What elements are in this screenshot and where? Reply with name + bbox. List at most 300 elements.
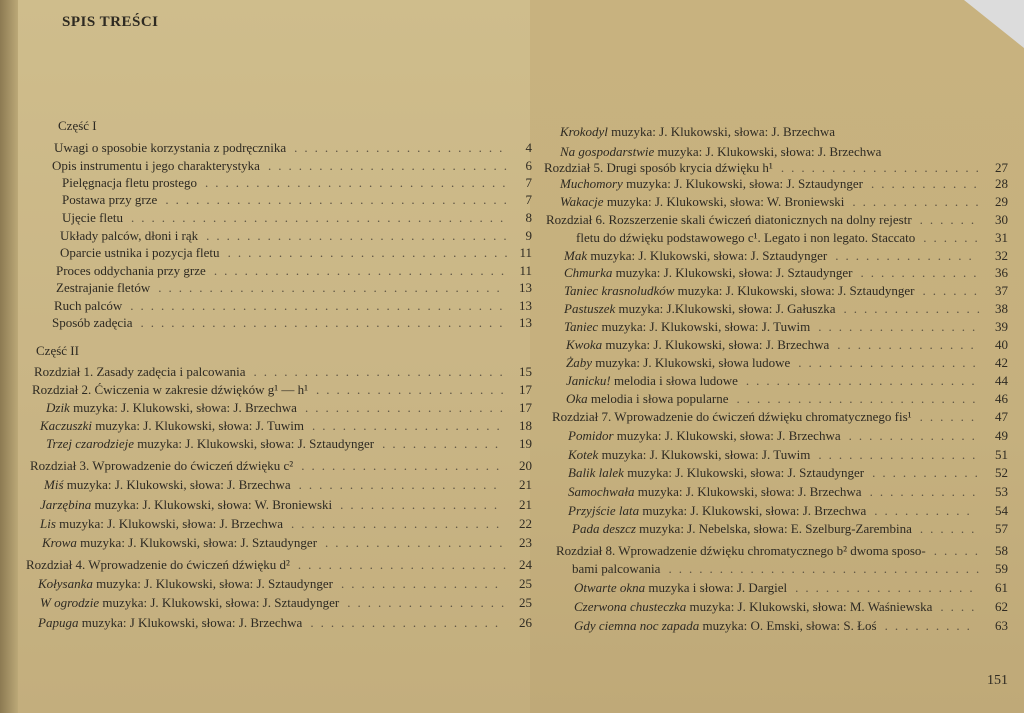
song-title: Samochwała bbox=[568, 484, 635, 499]
entry-text bbox=[564, 248, 827, 263]
left-toc-entry bbox=[60, 245, 220, 261]
entry-description: Rozdział 3. Wprowadzenie do ćwiczeń dźwięku c² bbox=[30, 458, 294, 473]
entry-text bbox=[36, 343, 79, 358]
song-title: Jarzębina bbox=[40, 497, 92, 512]
entry-text bbox=[38, 576, 333, 591]
left-toc-entry bbox=[26, 557, 290, 573]
entry-page-number: 31 bbox=[995, 230, 1008, 245]
entry-description: Układy palców, dłoni i rąk bbox=[60, 228, 199, 243]
entry-page-number: 11 bbox=[519, 263, 532, 278]
dot-leader: ............ bbox=[860, 265, 984, 280]
dot-leader: .................................. bbox=[158, 280, 507, 295]
entry-description: muzyka: J Klukowski, słowa: J. Brzechwa bbox=[78, 615, 303, 630]
right-toc-entry bbox=[574, 580, 787, 596]
entry-description: Uwagi o sposobie korzystania z podręcznika bbox=[54, 140, 287, 155]
entry-description: Ujęcie fletu bbox=[62, 210, 123, 225]
dot-leader: .............. bbox=[837, 337, 981, 352]
song-title: Czerwona chusteczka bbox=[574, 599, 687, 614]
entry-page-number: 21 bbox=[519, 477, 532, 492]
dot-leader: .................. bbox=[325, 535, 510, 550]
dot-leader: ..................... bbox=[291, 516, 507, 531]
entry-description: muzyka: J. Klukowski, słowa: W. Broniewski bbox=[603, 194, 845, 209]
entry-text bbox=[568, 465, 864, 480]
dot-leader: ...... bbox=[919, 521, 982, 536]
song-title: Wakacje bbox=[560, 194, 604, 209]
entry-description: bami palcowania bbox=[572, 561, 661, 576]
entry-page-number: 38 bbox=[995, 301, 1008, 316]
entry-page-number: 13 bbox=[519, 298, 532, 313]
entry-description: Rozdział 6. Rozszerzenie skali ćwiczeń diatonicznych na dolny rejestr bbox=[546, 212, 912, 227]
entry-text bbox=[564, 319, 810, 334]
entry-page-number: 9 bbox=[525, 228, 532, 243]
song-title: Oka bbox=[566, 391, 588, 406]
entry-description: muzyka: J. Klukowski, słowa: J. Sztaudynger bbox=[92, 576, 334, 591]
entry-page-number: 46 bbox=[995, 391, 1008, 406]
left-toc-entry bbox=[54, 298, 122, 314]
song-title: Pada deszcz bbox=[572, 521, 636, 536]
entry-description: muzyka i słowa: J. Dargiel bbox=[645, 580, 788, 595]
right-toc-entry bbox=[566, 373, 738, 389]
entry-description: muzyka: J. Klukowski, słowa: J. Sztaudynger bbox=[99, 595, 340, 610]
left-toc-entry bbox=[52, 315, 133, 331]
song-title: Miś bbox=[44, 477, 64, 492]
dot-leader: ........................ bbox=[267, 158, 514, 173]
entry-description: muzyka: J. Klukowski, słowa: M. Waśniewska bbox=[686, 599, 933, 614]
entry-page-number: 7 bbox=[525, 192, 532, 207]
entry-description: muzyka: O. Emski, słowa: S. Łoś bbox=[699, 618, 877, 633]
entry-description: Zestrajanie fletów bbox=[56, 280, 151, 295]
entry-text bbox=[572, 521, 912, 536]
right-toc-entry bbox=[574, 618, 877, 634]
dot-leader: ...... bbox=[922, 283, 985, 298]
entry-text bbox=[56, 280, 150, 295]
right-toc-entry bbox=[560, 144, 881, 160]
dot-leader: ............. bbox=[848, 428, 982, 443]
entry-text bbox=[574, 618, 877, 633]
page-heading: SPIS TREŚCI bbox=[62, 14, 159, 30]
dot-leader: .................................... bbox=[140, 315, 510, 330]
song-title: Taniec bbox=[564, 319, 599, 334]
entry-text bbox=[568, 447, 810, 462]
left-toc-entry bbox=[40, 418, 304, 434]
right-toc-entry bbox=[546, 212, 912, 228]
entry-page-number: 32 bbox=[995, 248, 1008, 263]
entry-description: muzyka: J. Klukowski, słowa: J. Sztaudynger bbox=[76, 535, 318, 550]
left-toc-entry bbox=[58, 118, 97, 134]
entry-text bbox=[574, 580, 787, 595]
entry-page-number: 40 bbox=[995, 337, 1008, 352]
entry-page-number: 18 bbox=[519, 418, 532, 433]
entry-page-number: 58 bbox=[995, 543, 1008, 558]
dot-leader: .... bbox=[940, 599, 982, 614]
entry-description: fletu do dźwięku podstawowego c¹. Legato i non legato. Staccato bbox=[576, 230, 916, 245]
entry-text bbox=[566, 337, 829, 352]
entry-text bbox=[560, 124, 835, 139]
right-toc-entry bbox=[552, 409, 912, 425]
entry-description: Rozdział 1. Zasady zadęcia i palcowania bbox=[34, 364, 246, 379]
dot-leader: .................. bbox=[798, 355, 983, 370]
entry-text bbox=[568, 484, 862, 499]
entry-text bbox=[46, 436, 374, 451]
dot-leader: ............................. bbox=[213, 263, 512, 278]
left-toc-entry bbox=[56, 280, 150, 296]
dot-leader: ................... bbox=[310, 615, 506, 630]
entry-text bbox=[42, 535, 317, 550]
entry-page-number: 42 bbox=[995, 355, 1008, 370]
entry-description: Rozdział 4. Wprowadzenie do ćwiczeń dźwięku d² bbox=[26, 557, 290, 572]
entry-description: muzyka: J.Klukowski, słowa: J. Gałuszka bbox=[615, 301, 836, 316]
entry-description: muzyka: J. Klukowski, słowa: J. Brzechwa bbox=[613, 428, 841, 443]
entry-text bbox=[38, 615, 302, 630]
left-toc-entry bbox=[36, 343, 79, 359]
left-toc-entry bbox=[38, 576, 333, 592]
dot-leader: ..................... bbox=[294, 140, 510, 155]
entry-page-number: 61 bbox=[995, 580, 1008, 595]
right-toc-entry bbox=[560, 124, 835, 140]
song-title: Na gospodarstwie bbox=[560, 144, 655, 159]
book-gutter bbox=[0, 0, 18, 713]
entry-text bbox=[40, 595, 339, 610]
dot-leader: ................ bbox=[347, 595, 512, 610]
entry-description: Rozdział 5. Drugi sposób krycia dźwięku h¹ bbox=[544, 160, 773, 175]
entry-text bbox=[58, 118, 97, 133]
dot-leader: ....................... bbox=[745, 373, 982, 388]
song-title: Chmurka bbox=[564, 265, 613, 280]
entry-description: Część II bbox=[36, 343, 79, 358]
right-toc-entry bbox=[566, 337, 829, 353]
entry-description: muzyka: J. Klukowski, słowa: J. Brzechwa bbox=[634, 484, 862, 499]
left-toc-entry bbox=[52, 158, 260, 174]
entry-text bbox=[56, 263, 206, 278]
dot-leader: ...... bbox=[919, 212, 982, 227]
entry-description: Ruch palców bbox=[54, 298, 123, 313]
entry-page-number: 39 bbox=[995, 319, 1008, 334]
left-toc-entry bbox=[40, 595, 339, 611]
dot-leader: .................... bbox=[298, 477, 504, 492]
song-title: Pastuszek bbox=[564, 301, 616, 316]
entry-text bbox=[568, 503, 866, 518]
background-corner bbox=[964, 0, 1024, 48]
right-toc-entry bbox=[564, 265, 853, 281]
right-toc-entry bbox=[566, 355, 790, 371]
entry-page-number: 28 bbox=[995, 176, 1008, 191]
left-toc-entry bbox=[44, 477, 291, 493]
entry-text bbox=[60, 245, 220, 260]
left-toc-entry bbox=[62, 175, 197, 191]
left-toc-entry bbox=[62, 210, 123, 226]
song-title: Taniec krasnoludków bbox=[564, 283, 675, 298]
entry-text bbox=[52, 315, 133, 330]
entry-text bbox=[60, 228, 198, 243]
entry-text bbox=[560, 194, 844, 209]
entry-description: muzyka: J. Klukowski, słowa: J. Brzechwa bbox=[63, 477, 291, 492]
entry-description: Oparcie ustnika i pozycja fletu bbox=[60, 245, 220, 260]
entry-page-number: 19 bbox=[519, 436, 532, 451]
dot-leader: ..... bbox=[933, 543, 985, 558]
dot-leader: .................... bbox=[780, 160, 986, 175]
entry-text bbox=[34, 364, 246, 379]
entry-description: muzyka: J. Klukowski, słowa: J. Brzechwa bbox=[607, 124, 836, 139]
entry-description: muzyka: J. Klukowski, słowa: J. Brzechwa bbox=[639, 503, 867, 518]
dot-leader: ............................ bbox=[227, 245, 515, 260]
entry-page-number: 37 bbox=[995, 283, 1008, 298]
song-title: Żaby bbox=[566, 355, 592, 370]
song-title: Dzik bbox=[46, 400, 70, 415]
dot-leader: .................... bbox=[301, 458, 507, 473]
dot-leader: ............................... bbox=[668, 561, 987, 576]
entry-page-number: 57 bbox=[995, 521, 1008, 536]
entry-text bbox=[564, 301, 836, 316]
entry-text bbox=[564, 283, 915, 298]
entry-page-number: 20 bbox=[519, 458, 532, 473]
dot-leader: ................... bbox=[312, 418, 507, 433]
entry-description: muzyka: J. Klukowski, słowa: J. Brzechwa bbox=[602, 337, 830, 352]
left-toc-entry bbox=[54, 140, 286, 156]
entry-page-number: 8 bbox=[525, 210, 532, 225]
entry-text bbox=[564, 265, 853, 280]
entry-page-number: 49 bbox=[995, 428, 1008, 443]
entry-description: Sposób zadęcia bbox=[52, 315, 133, 330]
entry-page-number: 4 bbox=[525, 140, 532, 155]
entry-page-number: 63 bbox=[995, 618, 1008, 633]
entry-description: Rozdział 8. Wprowadzenie dźwięku chromatycznego b² dwoma sposo- bbox=[556, 543, 926, 558]
entry-page-number: 13 bbox=[519, 280, 532, 295]
dot-leader: ............ bbox=[382, 436, 506, 451]
left-toc-entry bbox=[62, 192, 157, 208]
song-title: Przyjście lata bbox=[568, 503, 640, 518]
dot-leader: .................. bbox=[795, 580, 980, 595]
right-toc-entry bbox=[560, 194, 844, 210]
entry-text bbox=[62, 192, 157, 207]
right-toc-entry bbox=[568, 428, 841, 444]
entry-page-number: 22 bbox=[519, 516, 532, 531]
entry-page-number: 26 bbox=[519, 615, 532, 630]
left-toc-entry bbox=[34, 364, 246, 380]
song-title: Janicku! bbox=[566, 373, 611, 388]
entry-page-number: 25 bbox=[519, 595, 532, 610]
song-title: Otwarte okna bbox=[574, 580, 646, 595]
entry-text bbox=[46, 400, 297, 415]
song-title: W ogrodzie bbox=[40, 595, 100, 610]
dot-leader: ................ bbox=[340, 497, 505, 512]
dot-leader: .......... bbox=[874, 503, 977, 518]
dot-leader: ...... bbox=[923, 230, 985, 245]
entry-page-number: 62 bbox=[995, 599, 1008, 614]
left-toc-entry bbox=[60, 228, 198, 244]
entry-text bbox=[40, 516, 283, 531]
song-title: Kotek bbox=[568, 447, 599, 462]
entry-page-number: 17 bbox=[519, 382, 532, 397]
song-title: Muchomory bbox=[560, 176, 623, 191]
song-title: Krokodyl bbox=[560, 124, 608, 139]
entry-description: muzyka: J. Nebelska, słowa: E. Szelburg-Zarembina bbox=[635, 521, 912, 536]
entry-text bbox=[54, 140, 286, 155]
entry-text bbox=[566, 355, 790, 370]
entry-page-number: 59 bbox=[995, 561, 1008, 576]
right-toc-entry bbox=[576, 230, 915, 246]
entry-description: muzyka: J. Klukowski, słowa: J. Sztaudynger bbox=[134, 436, 375, 451]
dot-leader: .............................. bbox=[206, 228, 514, 243]
left-toc-entry bbox=[46, 436, 374, 452]
entry-text bbox=[568, 428, 841, 443]
dot-leader: ............. bbox=[852, 194, 986, 209]
entry-description: muzyka: J. Klukowski, słowa: J. Sztaudynger bbox=[623, 465, 865, 480]
right-toc-entry bbox=[568, 447, 810, 463]
left-toc-entry bbox=[38, 615, 302, 631]
entry-description: Rozdział 2. Ćwiczenia w zakresie dźwięków g¹ — h¹ bbox=[32, 382, 309, 397]
entry-description: muzyka: J. Klukowski, słowa: J. Sztaudynger bbox=[674, 283, 915, 298]
entry-page-number: 15 bbox=[519, 364, 532, 379]
dot-leader: ..................................... bbox=[130, 298, 510, 313]
entry-text bbox=[544, 160, 773, 175]
entry-text bbox=[52, 158, 260, 173]
entry-text bbox=[62, 210, 123, 225]
dot-leader: .................... bbox=[304, 400, 510, 415]
left-toc-entry bbox=[40, 497, 332, 513]
entry-page-number: 52 bbox=[995, 465, 1008, 480]
entry-page-number: 6 bbox=[525, 158, 532, 173]
song-title: Pomidor bbox=[568, 428, 614, 443]
dot-leader: ......................... bbox=[253, 364, 510, 379]
entry-page-number: 44 bbox=[995, 373, 1008, 388]
entry-text bbox=[566, 391, 728, 406]
entry-page-number: 51 bbox=[995, 447, 1008, 462]
entry-description: muzyka: J. Klukowski, słowa: J. Brzechwa bbox=[69, 400, 297, 415]
entry-text bbox=[62, 175, 197, 190]
entry-text bbox=[32, 382, 308, 397]
left-toc-entry bbox=[30, 458, 293, 474]
entry-page-number: 24 bbox=[519, 557, 532, 572]
dot-leader: ........... bbox=[870, 176, 984, 191]
right-toc-entry bbox=[564, 248, 827, 264]
dot-leader: ................ bbox=[818, 319, 983, 334]
song-title: Trzej czarodzieje bbox=[46, 436, 134, 451]
entry-text bbox=[30, 458, 293, 473]
left-toc-entry bbox=[40, 516, 283, 532]
entry-description: Proces oddychania przy grze bbox=[56, 263, 206, 278]
dot-leader: ...... bbox=[919, 409, 982, 424]
right-toc-entry bbox=[572, 561, 660, 577]
dot-leader: ................... bbox=[316, 382, 511, 397]
entry-page-number: 29 bbox=[995, 194, 1008, 209]
entry-page-number: 54 bbox=[995, 503, 1008, 518]
right-toc-entry bbox=[544, 160, 773, 176]
entry-text bbox=[40, 497, 332, 512]
right-toc-entry bbox=[560, 176, 863, 192]
entry-text bbox=[44, 477, 291, 492]
entry-description: muzyka: J. Klukowski, słowa: J. Brzechwa bbox=[55, 516, 284, 531]
right-toc-entry bbox=[568, 484, 862, 500]
song-title: Balik lalek bbox=[568, 465, 624, 480]
song-title: Mak bbox=[564, 248, 588, 263]
entry-description: Postawa przy grze bbox=[62, 192, 158, 207]
entry-description: Część I bbox=[58, 118, 97, 133]
song-title: Krowa bbox=[42, 535, 77, 550]
song-title: Kaczuszki bbox=[40, 418, 92, 433]
song-title: Gdy ciemna noc zapada bbox=[574, 618, 700, 633]
entry-page-number: 21 bbox=[519, 497, 532, 512]
entry-description: melodia i słowa popularne bbox=[587, 391, 729, 406]
entry-page-number: 30 bbox=[995, 212, 1008, 227]
left-toc-entry bbox=[32, 382, 308, 398]
right-toc-entry bbox=[564, 319, 810, 335]
page-number: 151 bbox=[987, 673, 1008, 688]
left-toc-entry bbox=[56, 263, 206, 279]
right-toc-entry bbox=[566, 391, 728, 407]
right-toc-entry bbox=[568, 465, 864, 481]
entry-page-number: 47 bbox=[995, 409, 1008, 424]
dot-leader: ........... bbox=[872, 465, 985, 480]
entry-page-number: 13 bbox=[519, 315, 532, 330]
entry-text bbox=[556, 543, 926, 558]
entry-text bbox=[560, 144, 881, 159]
entry-description: muzyka: J. Klukowski, słowa: J. Brzechwa bbox=[654, 144, 882, 159]
entry-description: muzyka: J. Klukowski, słowa: J. Sztaudynger bbox=[622, 176, 863, 191]
song-title: Kołysanka bbox=[38, 576, 93, 591]
entry-page-number: 53 bbox=[995, 484, 1008, 499]
dot-leader: ......... bbox=[884, 618, 977, 633]
entry-page-number: 7 bbox=[525, 175, 532, 190]
entry-text bbox=[572, 561, 660, 576]
entry-page-number: 25 bbox=[519, 576, 532, 591]
dot-leader: .............. bbox=[835, 248, 979, 263]
dot-leader: ................ bbox=[341, 576, 506, 591]
entry-text bbox=[560, 176, 863, 191]
entry-description: melodia i słowa ludowe bbox=[610, 373, 738, 388]
entry-text bbox=[26, 557, 290, 572]
left-toc-entry bbox=[42, 535, 317, 551]
dot-leader: .............. bbox=[843, 301, 988, 316]
entry-description: muzyka: J. Klukowski, słowa: J. Sztaudynger bbox=[587, 248, 828, 263]
dot-leader: ..................................... bbox=[131, 210, 511, 225]
entry-text bbox=[546, 212, 912, 227]
song-title: Papuga bbox=[38, 615, 79, 630]
song-title: Kwoka bbox=[566, 337, 603, 352]
entry-description: muzyka: J. Klukowski, słowa: J. Sztaudynger bbox=[612, 265, 853, 280]
entry-description: Pielęgnacja fletu prostego bbox=[62, 175, 198, 190]
entry-text bbox=[54, 298, 122, 313]
dot-leader: ..................... bbox=[297, 557, 514, 572]
entry-description: Rozdział 7. Wprowadzenie do ćwiczeń dźwięku chromatycznego fis¹ bbox=[552, 409, 912, 424]
entry-description: muzyka: J. Klukowski, słowa: J. Tuwim bbox=[92, 418, 304, 433]
dot-leader: ........................ bbox=[736, 391, 983, 406]
left-toc-entry bbox=[46, 400, 297, 416]
dot-leader: .................................. bbox=[165, 192, 514, 207]
right-toc-entry bbox=[564, 283, 915, 299]
right-toc-entry bbox=[568, 503, 866, 519]
entry-page-number: 36 bbox=[995, 265, 1008, 280]
song-title: Lis bbox=[40, 516, 56, 531]
entry-page-number: 11 bbox=[519, 245, 532, 260]
entry-description: muzyka: J. Klukowski, słowa: W. Broniewski bbox=[91, 497, 333, 512]
entry-description: muzyka: J. Klukowski, słowa: J. Tuwim bbox=[598, 319, 811, 334]
right-toc-entry bbox=[556, 543, 926, 559]
entry-page-number: 17 bbox=[519, 400, 532, 415]
right-toc-entry bbox=[572, 521, 912, 537]
entry-page-number: 23 bbox=[519, 535, 532, 550]
entry-text bbox=[576, 230, 915, 245]
right-toc-entry bbox=[564, 301, 836, 317]
entry-description: muzyka: J. Klukowski, słowa ludowe bbox=[592, 355, 791, 370]
entry-text bbox=[574, 599, 932, 614]
entry-description: muzyka: J. Klukowski, słowa: J. Tuwim bbox=[598, 447, 811, 462]
entry-text bbox=[566, 373, 738, 388]
dot-leader: ................ bbox=[818, 447, 983, 462]
entry-text bbox=[552, 409, 912, 424]
dot-leader: ........... bbox=[869, 484, 983, 499]
entry-page-number: 27 bbox=[995, 160, 1008, 175]
dot-leader: .............................. bbox=[205, 175, 513, 190]
